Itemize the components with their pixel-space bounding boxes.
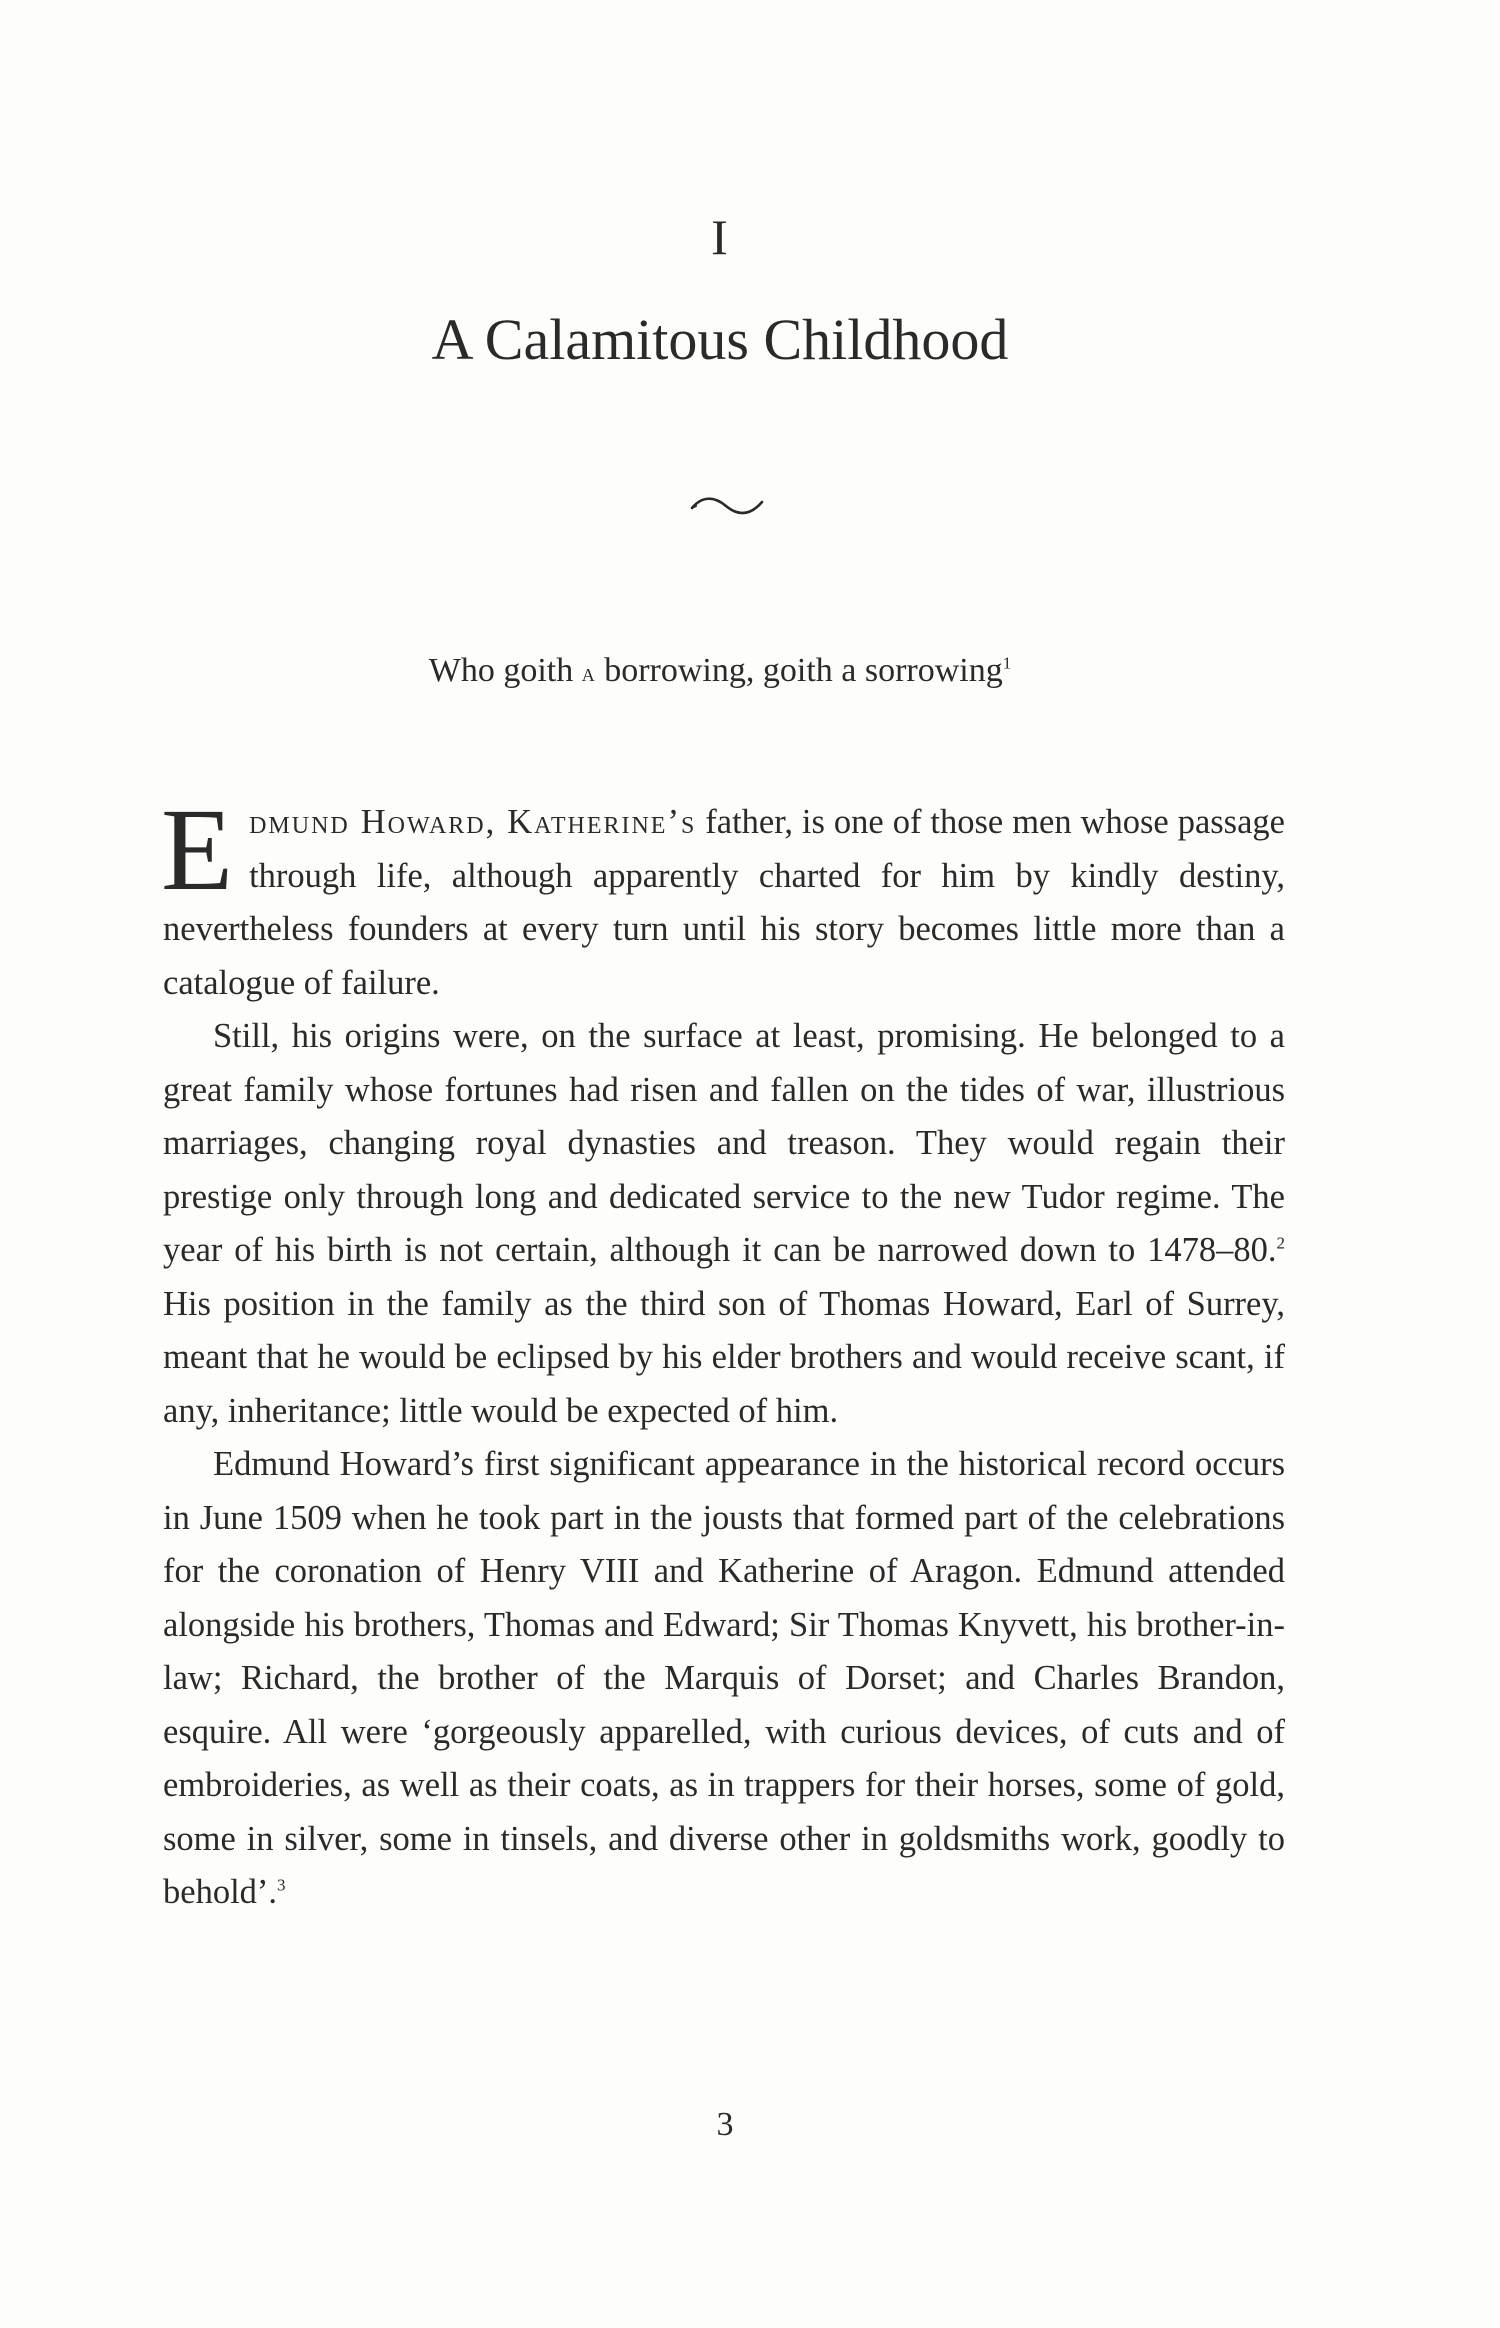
paragraph-2-text-b: His position in the family as the third son of Thomas Howard, Earl of Surrey, meant that he would be eclipsed by his elder brothers and would receive scant, if any, inheritance; little would be expected of him. xyxy=(163,1284,1285,1430)
chapter-title: A Calamitous Childhood xyxy=(431,307,1009,372)
paragraph-1-text: father, is one of those men whose passage through life, although apparently charted for him by kindly destiny, nevertheless founders at every turn until his story becomes little more than a catalogue of failure. xyxy=(163,803,1285,1002)
paragraph-2-text-a: Still, his origins were, on the surface at least, promising. He belonged to a great family whose fortunes had risen and fallen on the tides of war, illustrious marriages, changing royal dynasties and treason. They would regain their prestige only through long and dedicated service to the new Tudor regime. The year of his birth is not certain, although it can be narrowed down to 1478–80. xyxy=(163,1017,1285,1269)
chapter-number: I xyxy=(711,209,729,265)
epigraph-footnote-marker: 1 xyxy=(1002,653,1012,673)
footnote-marker-2: 2 xyxy=(1276,1233,1285,1253)
paragraph-2 xyxy=(163,1010,1285,1438)
epigraph-text-start: Who goith xyxy=(428,652,582,689)
body-text xyxy=(161,784,1285,1920)
footnote-marker-3: 3 xyxy=(277,1875,286,1895)
paragraph-1 xyxy=(161,784,1285,1010)
epigraph-text-end: borrowing, goith a sorrowing xyxy=(595,652,1003,689)
lead-small-caps: dmund Howard, Katherine’s xyxy=(249,803,697,841)
epigraph-small-caps: a xyxy=(581,658,596,687)
paragraph-3 xyxy=(163,1438,1285,1920)
swung-dash-ornament-icon xyxy=(688,490,768,520)
paragraph-3-text: Edmund Howard’s first significant appearance in the historical record occurs in June 1509 when he took part in the jousts that formed part of the celebrations for the coronation of Henry VIII and Katherine of Aragon. Edmund attended alongside his brothers, Thomas and Edward; Sir Thomas Knyvett, his brother-in-law; Richard, the brother of the Marquis of Dorset; and Charles Brandon, esquire. All were ‘gorgeously apparelled, with curious devices, of cuts and of embroideries, as well as their coats, as in trappers for their horses, some of gold, some in silver, some in tinsels, and diverse other in goldsmiths work, goodly to behold’. xyxy=(163,1445,1285,1911)
page-number: 3 xyxy=(716,2106,734,2143)
epigraph xyxy=(0,652,1440,690)
drop-cap: E xyxy=(161,784,234,915)
